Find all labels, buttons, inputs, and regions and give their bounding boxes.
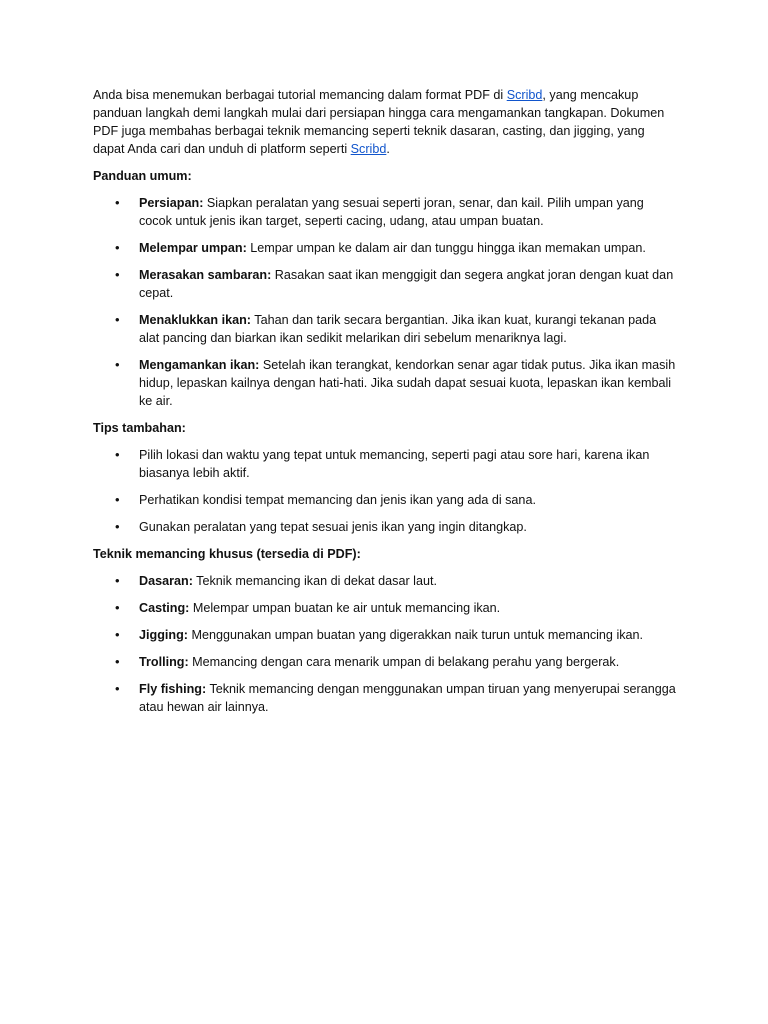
item-text: Menggunakan umpan buatan yang digerakkan naik turun untuk memancing ikan. [187, 628, 644, 642]
list-item [93, 446, 678, 482]
intro-paragraph [93, 86, 678, 158]
bullet-icon: • [115, 447, 120, 462]
bullet-icon: • [115, 195, 120, 210]
item-term: Melempar umpan: [139, 241, 247, 255]
bullet-list-tips-tambahan [93, 446, 678, 536]
item-text: Melempar umpan buatan ke air untuk memancing ikan. [189, 601, 501, 615]
section-heading-panduan-umum: Panduan umum: [93, 169, 192, 183]
item-term: Fly fishing: [139, 682, 207, 696]
item-term: Dasaran: [139, 574, 193, 588]
item-text: Rasakan saat ikan menggigit dan segera angkat joran dengan kuat dan cepat. [139, 268, 674, 300]
item-text: Siapkan peralatan yang sesuai seperti joran, senar, dan kail. Pilih umpan yang cocok untuk jenis ikan target, seperti cacing, udang, atau umpan buatan. [139, 196, 644, 228]
list-item [93, 491, 678, 509]
list-item [93, 239, 678, 257]
bullet-icon: • [115, 240, 120, 255]
list-item [93, 599, 678, 617]
bullet-icon: • [115, 627, 120, 642]
list-item [93, 356, 678, 410]
section-heading-teknik-khusus: Teknik memancing khusus (tersedia di PDF): [93, 547, 361, 561]
item-term: Casting: [139, 601, 190, 615]
intro-text-2: , yang mencakup panduan langkah demi langkah mulai dari persiapan hingga cara mengamankan tangkapan. Dokumen PDF juga membahas berbagai teknik memancing seperti teknik dasaran, casting, dan jigging, yang dapat Anda cari dan unduh di platform seperti [93, 88, 665, 156]
list-item [93, 311, 678, 347]
item-text: Teknik memancing ikan di dekat dasar laut. [192, 574, 437, 588]
item-term: Jigging: [139, 628, 188, 642]
list-item [93, 572, 678, 590]
item-text: Lempar umpan ke dalam air dan tunggu hingga ikan memakan umpan. [246, 241, 646, 255]
item-term: Trolling: [139, 655, 189, 669]
item-text: Gunakan peralatan yang tepat sesuai jenis ikan yang ingin ditangkap. [139, 520, 527, 534]
bullet-icon: • [115, 573, 120, 588]
item-term: Mengamankan ikan: [139, 358, 260, 372]
item-term: Merasakan sambaran: [139, 268, 272, 282]
intro-text-1: Anda bisa menemukan berbagai tutorial memancing dalam format PDF di [93, 88, 507, 102]
item-text: Pilih lokasi dan waktu yang tepat untuk memancing, seperti pagi atau sore hari, karena ikan biasanya lebih aktif. [139, 448, 650, 480]
bullet-icon: • [115, 654, 120, 669]
item-term: Menaklukkan ikan: [139, 313, 251, 327]
bullet-list-panduan-umum [93, 194, 678, 410]
bullet-icon: • [115, 681, 120, 696]
scribd-link-1[interactable]: Scribd [506, 88, 543, 102]
bullet-icon: • [115, 312, 120, 327]
item-text: Memancing dengan cara menarik umpan di belakang perahu yang bergerak. [188, 655, 620, 669]
item-text: Setelah ikan terangkat, kendorkan senar agar tidak putus. Jika ikan masih hidup, lepaskan kailnya dengan hati-hati. Jika sudah dapat sesuai kuota, lepaskan ikan kembali ke air. [139, 358, 676, 408]
list-item [93, 653, 678, 671]
bullet-icon: • [115, 357, 120, 372]
section-heading-tips-tambahan: Tips tambahan: [93, 421, 186, 435]
list-item [93, 266, 678, 302]
item-term: Persiapan: [139, 196, 204, 210]
bullet-icon: • [115, 600, 120, 615]
list-item [93, 518, 678, 536]
scribd-link-2[interactable]: Scribd [350, 142, 387, 156]
bullet-icon: • [115, 492, 120, 507]
bullet-list-teknik-khusus [93, 572, 678, 716]
intro-text-3: . [386, 142, 390, 156]
list-item [93, 680, 678, 716]
bullet-icon: • [115, 519, 120, 534]
bullet-icon: • [115, 267, 120, 282]
item-text: Perhatikan kondisi tempat memancing dan jenis ikan yang ada di sana. [139, 493, 536, 507]
item-text: Teknik memancing dengan menggunakan umpan tiruan yang menyerupai serangga atau hewan air lainnya. [139, 682, 676, 714]
document-page [93, 86, 678, 725]
list-item [93, 626, 678, 644]
list-item [93, 194, 678, 230]
item-text: Tahan dan tarik secara bergantian. Jika ikan kuat, kurangi tekanan pada alat pancing dan biarkan ikan sedikit melarikan diri sebelum menariknya lagi. [139, 313, 657, 345]
